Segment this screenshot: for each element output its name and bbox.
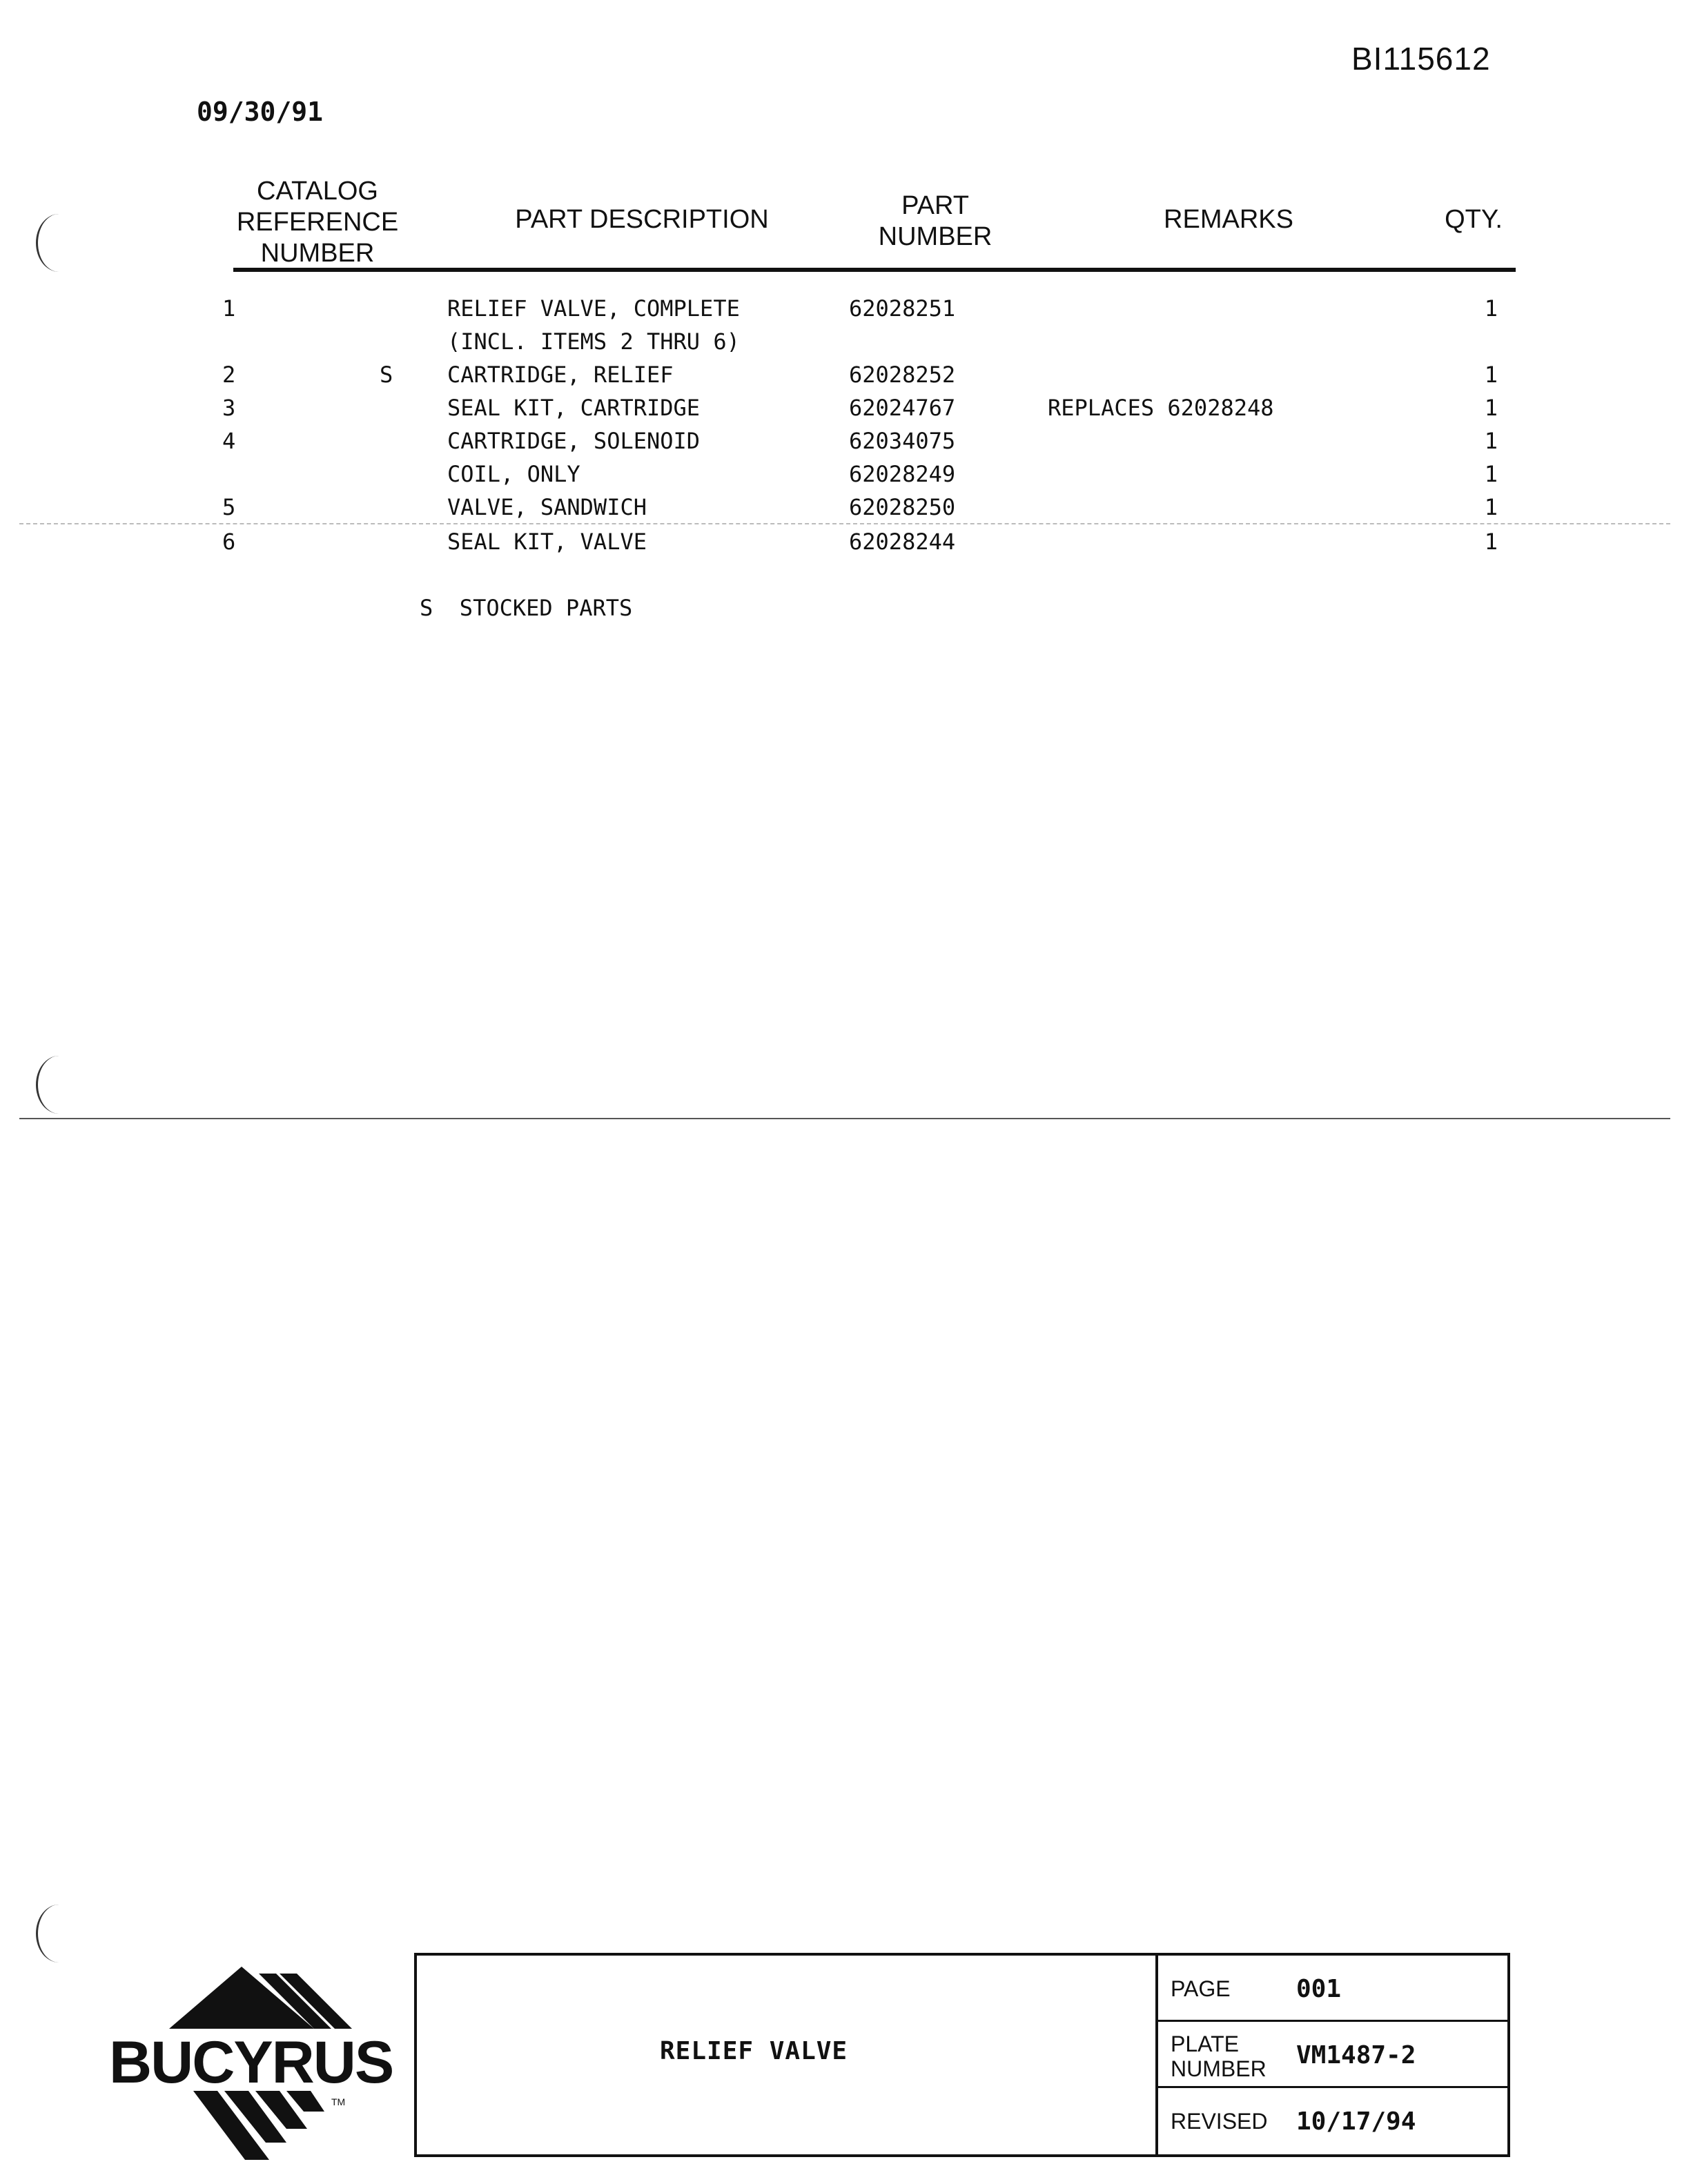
column-header-remarks: REMARKS — [1164, 205, 1293, 234]
row-qty: 1 — [1484, 428, 1498, 454]
row-qty: 1 — [1484, 461, 1498, 487]
row-qty: 1 — [1484, 395, 1498, 421]
page-value: 001 — [1296, 1975, 1342, 2003]
logo-wordmark: BUCYRUS — [109, 2029, 393, 2096]
row-part-number: 62028250 — [849, 494, 956, 520]
trademark-mark: TM — [331, 2096, 346, 2107]
revised-value: 10/17/94 — [1296, 2107, 1416, 2136]
table-row — [0, 529, 1691, 562]
row-qty: 1 — [1484, 362, 1498, 388]
row-ref: 2 — [222, 362, 236, 388]
table-row — [0, 428, 1691, 461]
revised-cell — [1158, 2088, 1510, 2154]
row-description: RELIEF VALVE, COMPLETE — [447, 295, 740, 322]
column-header-qty: QTY. — [1445, 205, 1503, 234]
column-header-catalog-reference: CATALOG REFERENCE NUMBER — [236, 177, 399, 268]
table-row — [0, 328, 1691, 362]
revised-label: REVISED — [1171, 2109, 1268, 2134]
punch-hole-top — [36, 214, 82, 272]
document-id: BI115612 — [1351, 41, 1491, 77]
row-description: SEAL KIT, CARTRIDGE — [447, 395, 701, 421]
row-description: CARTRIDGE, RELIEF — [447, 362, 674, 388]
row-ref: 4 — [222, 428, 236, 454]
row-description: CARTRIDGE, SOLENOID — [447, 428, 701, 454]
row-part-number: 62028251 — [849, 295, 956, 322]
table-row — [0, 461, 1691, 494]
table-row — [0, 362, 1691, 395]
row-ref: 3 — [222, 395, 236, 421]
row-part-number: 62024767 — [849, 395, 956, 421]
punch-hole-bottom — [36, 1905, 82, 1962]
scan-artifact-line — [19, 523, 1670, 524]
row-part-number: 62028252 — [849, 362, 956, 388]
table-row — [0, 395, 1691, 428]
row-description: COIL, ONLY — [447, 461, 580, 487]
row-remarks: REPLACES 62028248 — [1048, 395, 1274, 421]
drawing-title: RELIEF VALVE — [660, 2037, 848, 2065]
plate-number-cell — [1158, 2022, 1510, 2088]
bucyrus-logo — [104, 1960, 400, 2181]
row-description: (INCL. ITEMS 2 THRU 6) — [447, 328, 740, 355]
row-part-number: 62028249 — [849, 461, 956, 487]
row-qty: 1 — [1484, 529, 1498, 555]
row-qty: 1 — [1484, 295, 1498, 322]
row-description: VALVE, SANDWICH — [447, 494, 647, 520]
row-stock-flag: S — [380, 362, 393, 388]
column-header-part-description: PART DESCRIPTION — [515, 205, 769, 234]
row-ref: 1 — [222, 295, 236, 322]
punch-hole-middle — [36, 1056, 82, 1114]
row-ref: 5 — [222, 494, 236, 520]
page-cell — [1158, 1956, 1510, 2022]
page-fold-line — [19, 1118, 1670, 1119]
column-header-part-number: PART NUMBER — [878, 191, 993, 251]
header-rule — [233, 268, 1516, 272]
plate-number-label: PLATE NUMBER — [1171, 2031, 1267, 2081]
table-row — [0, 494, 1691, 527]
page-label: PAGE — [1171, 1976, 1231, 2001]
row-part-number: 62028244 — [849, 529, 956, 555]
row-ref: 6 — [222, 529, 236, 555]
document-date: 09/30/91 — [197, 97, 324, 127]
table-row — [0, 295, 1691, 328]
row-part-number: 62034075 — [849, 428, 956, 454]
row-qty: 1 — [1484, 494, 1498, 520]
title-block-main — [417, 1956, 1158, 2154]
plate-number-value: VM1487-2 — [1296, 2041, 1416, 2069]
stocked-parts-legend: S STOCKED PARTS — [420, 595, 633, 621]
row-description: SEAL KIT, VALVE — [447, 529, 647, 555]
title-block — [414, 1953, 1510, 2157]
